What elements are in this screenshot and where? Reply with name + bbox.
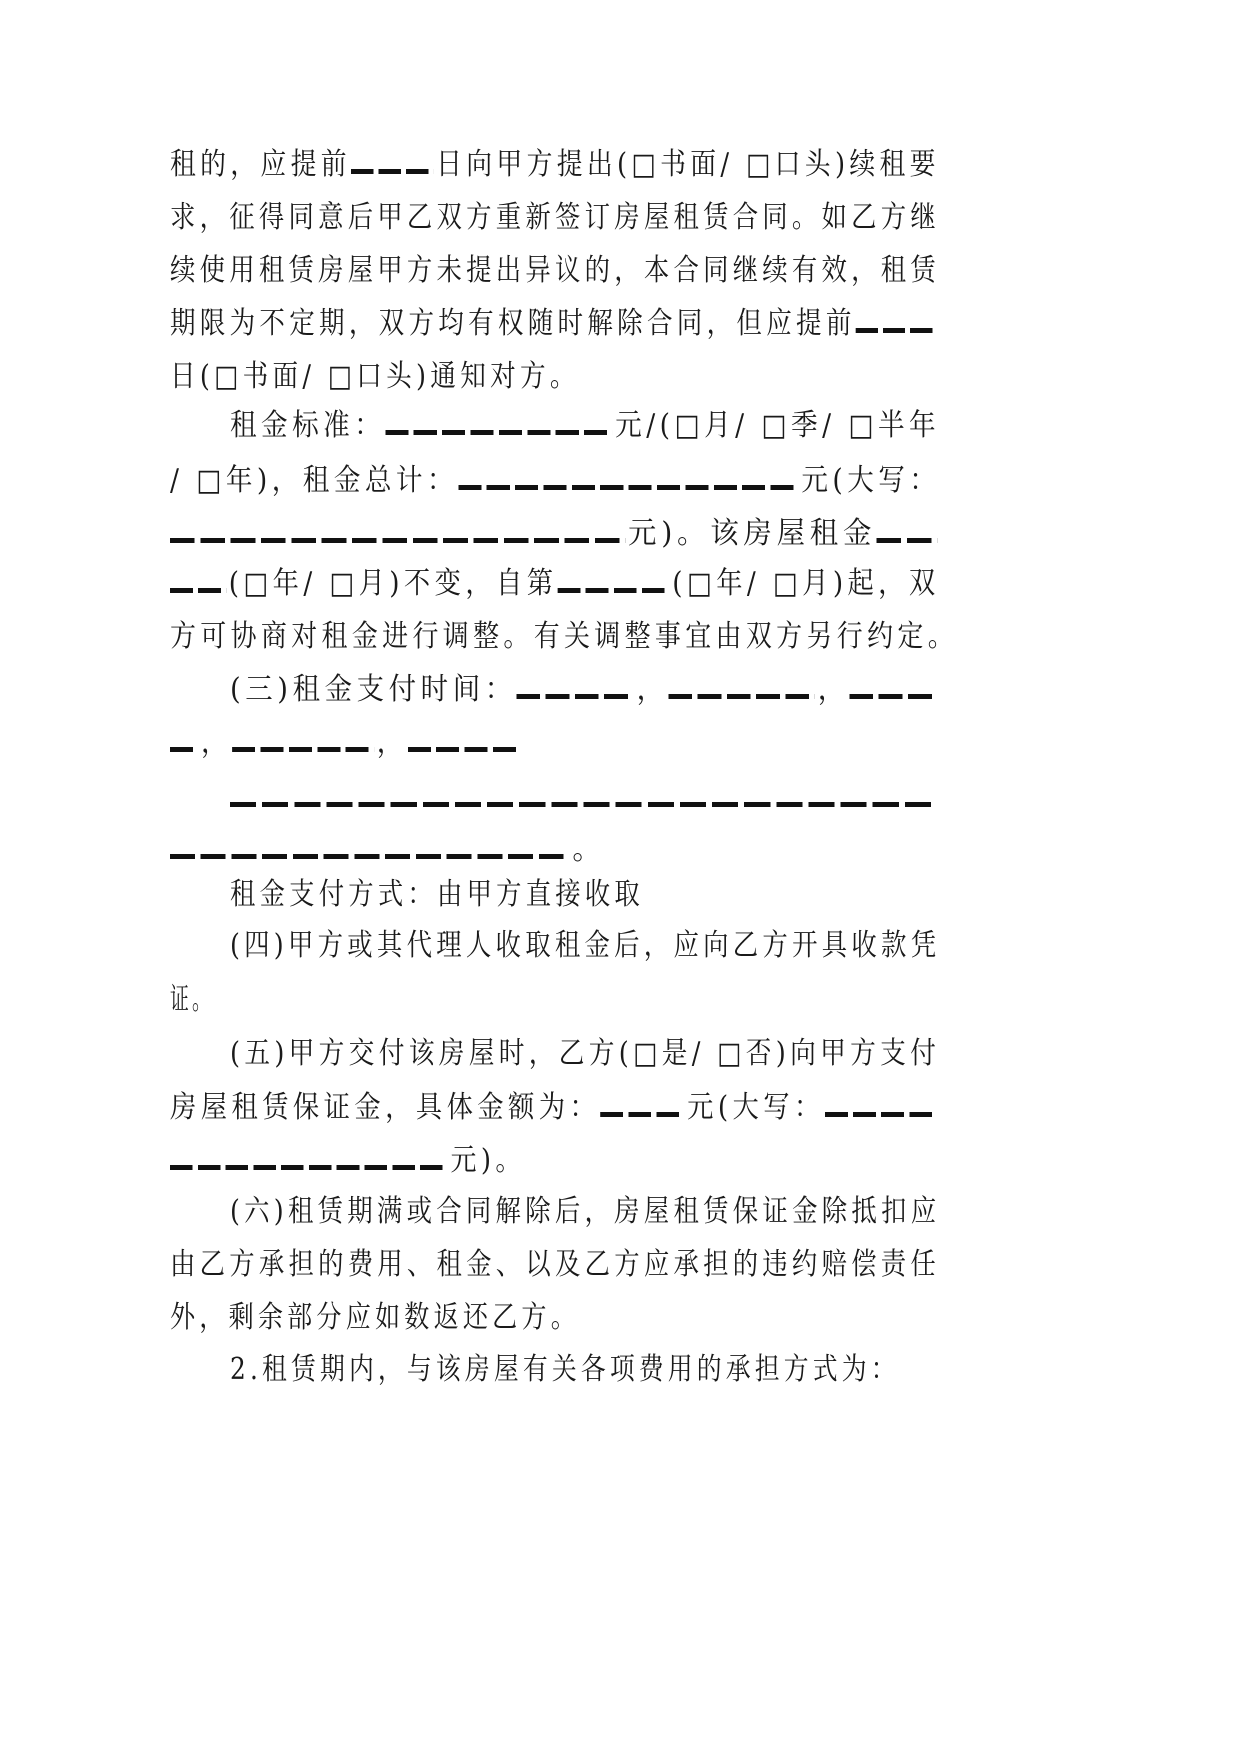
text-segment: 求，征得同意后甲乙双方重新签订房屋租赁合同。如乙方继 xyxy=(170,200,940,235)
text-line xyxy=(170,1288,580,1348)
fill-in-blank[interactable] xyxy=(351,152,434,174)
fill-in-blank[interactable] xyxy=(170,837,570,859)
text-line xyxy=(230,660,940,720)
text-segment: 日(□书面/ □口头)通知对方。 xyxy=(170,359,580,394)
text-segment: 元)。该房屋租金 xyxy=(628,516,877,551)
text-segment: 元)。 xyxy=(450,1143,526,1178)
text-line xyxy=(230,768,940,828)
fill-in-blank[interactable] xyxy=(170,1148,448,1170)
fill-in-blank[interactable] xyxy=(517,677,634,699)
text-segment: ， xyxy=(376,725,408,760)
text-segment: 租的，应提前 xyxy=(170,147,351,182)
text-line xyxy=(170,188,940,248)
text-segment: 日向甲方提出(□书面/ □口头)续租要 xyxy=(436,147,940,182)
text-segment: 证。 xyxy=(170,982,214,1017)
fill-in-blank[interactable] xyxy=(230,785,937,807)
text-line xyxy=(170,713,524,773)
text-line xyxy=(170,1078,940,1138)
fill-in-blank[interactable] xyxy=(170,571,226,593)
text-segment: ， xyxy=(201,725,233,760)
text-line xyxy=(230,1340,900,1400)
text-line xyxy=(170,607,958,667)
text-segment: ， xyxy=(636,672,669,707)
text-line xyxy=(230,396,940,456)
text-segment: (五)甲方交付该房屋时，乙方(□是/ □否)向甲方支付 xyxy=(230,1036,941,1071)
text-segment: (三)租金支付时间： xyxy=(230,672,517,707)
text-segment: 。 xyxy=(572,832,606,867)
fill-in-blank[interactable] xyxy=(850,677,938,699)
fill-in-blank[interactable] xyxy=(856,311,938,333)
fill-in-blank[interactable] xyxy=(600,1095,684,1117)
text-segment: 房屋租赁保证金，具体金额为： xyxy=(170,1090,601,1125)
text-segment: 方可协商对租金进行调整。有关调整事宜由双方另行约定。 xyxy=(170,619,958,654)
fill-in-blank[interactable] xyxy=(385,413,612,435)
text-segment: (□年/ □月)不变，自第 xyxy=(228,566,558,601)
text-segment: 由乙方承担的费用、租金、以及乙方应承担的违约赔偿责任 xyxy=(170,1247,940,1282)
fill-in-blank[interactable] xyxy=(408,730,522,752)
text-segment: 元/(□月/ □季/ □半年 xyxy=(615,408,941,443)
fill-in-blank[interactable] xyxy=(669,677,815,699)
text-line xyxy=(170,241,940,301)
text-segment: 元(大写： xyxy=(801,463,941,498)
text-line xyxy=(170,970,214,1030)
text-line xyxy=(230,1024,940,1084)
text-line xyxy=(170,451,940,511)
text-segment: 外，剩余部分应如数返还乙方。 xyxy=(170,1300,580,1335)
fill-in-blank[interactable] xyxy=(876,521,937,543)
text-line xyxy=(170,135,940,195)
text-segment: / □年)，租金总计： xyxy=(170,463,459,498)
text-line xyxy=(230,1182,940,1242)
text-line xyxy=(170,554,940,614)
fill-in-blank[interactable] xyxy=(557,571,669,593)
fill-in-blank[interactable] xyxy=(232,730,374,752)
text-segment: 期限为不定期，双方均有权随时解除合同，但应提前 xyxy=(170,306,856,341)
text-segment: (□年/ □月)起，双 xyxy=(672,566,940,601)
text-segment: (六)租赁期满或合同解除后，房屋租赁保证金除抵扣应 xyxy=(230,1194,941,1229)
fill-in-blank[interactable] xyxy=(170,521,625,543)
text-line xyxy=(230,916,940,976)
text-line xyxy=(170,294,940,354)
text-segment: 租金支付方式：由甲方直接收取 xyxy=(230,877,644,912)
text-segment: (四)甲方或其代理人收取租金后，应向乙方开具收款凭 xyxy=(230,928,941,963)
fill-in-blank[interactable] xyxy=(170,730,198,752)
fill-in-blank[interactable] xyxy=(825,1095,937,1117)
text-segment: 2.租赁期内，与该房屋有关各项费用的承担方式为： xyxy=(230,1352,900,1387)
text-segment: ， xyxy=(817,672,850,707)
text-line xyxy=(170,1235,940,1295)
text-segment: 续使用租赁房屋甲方未提出异议的，本合同继续有效，租赁 xyxy=(170,253,940,288)
text-segment: 元(大写： xyxy=(687,1090,825,1125)
fill-in-blank[interactable] xyxy=(458,468,799,490)
text-segment: 租金标准： xyxy=(230,408,386,443)
